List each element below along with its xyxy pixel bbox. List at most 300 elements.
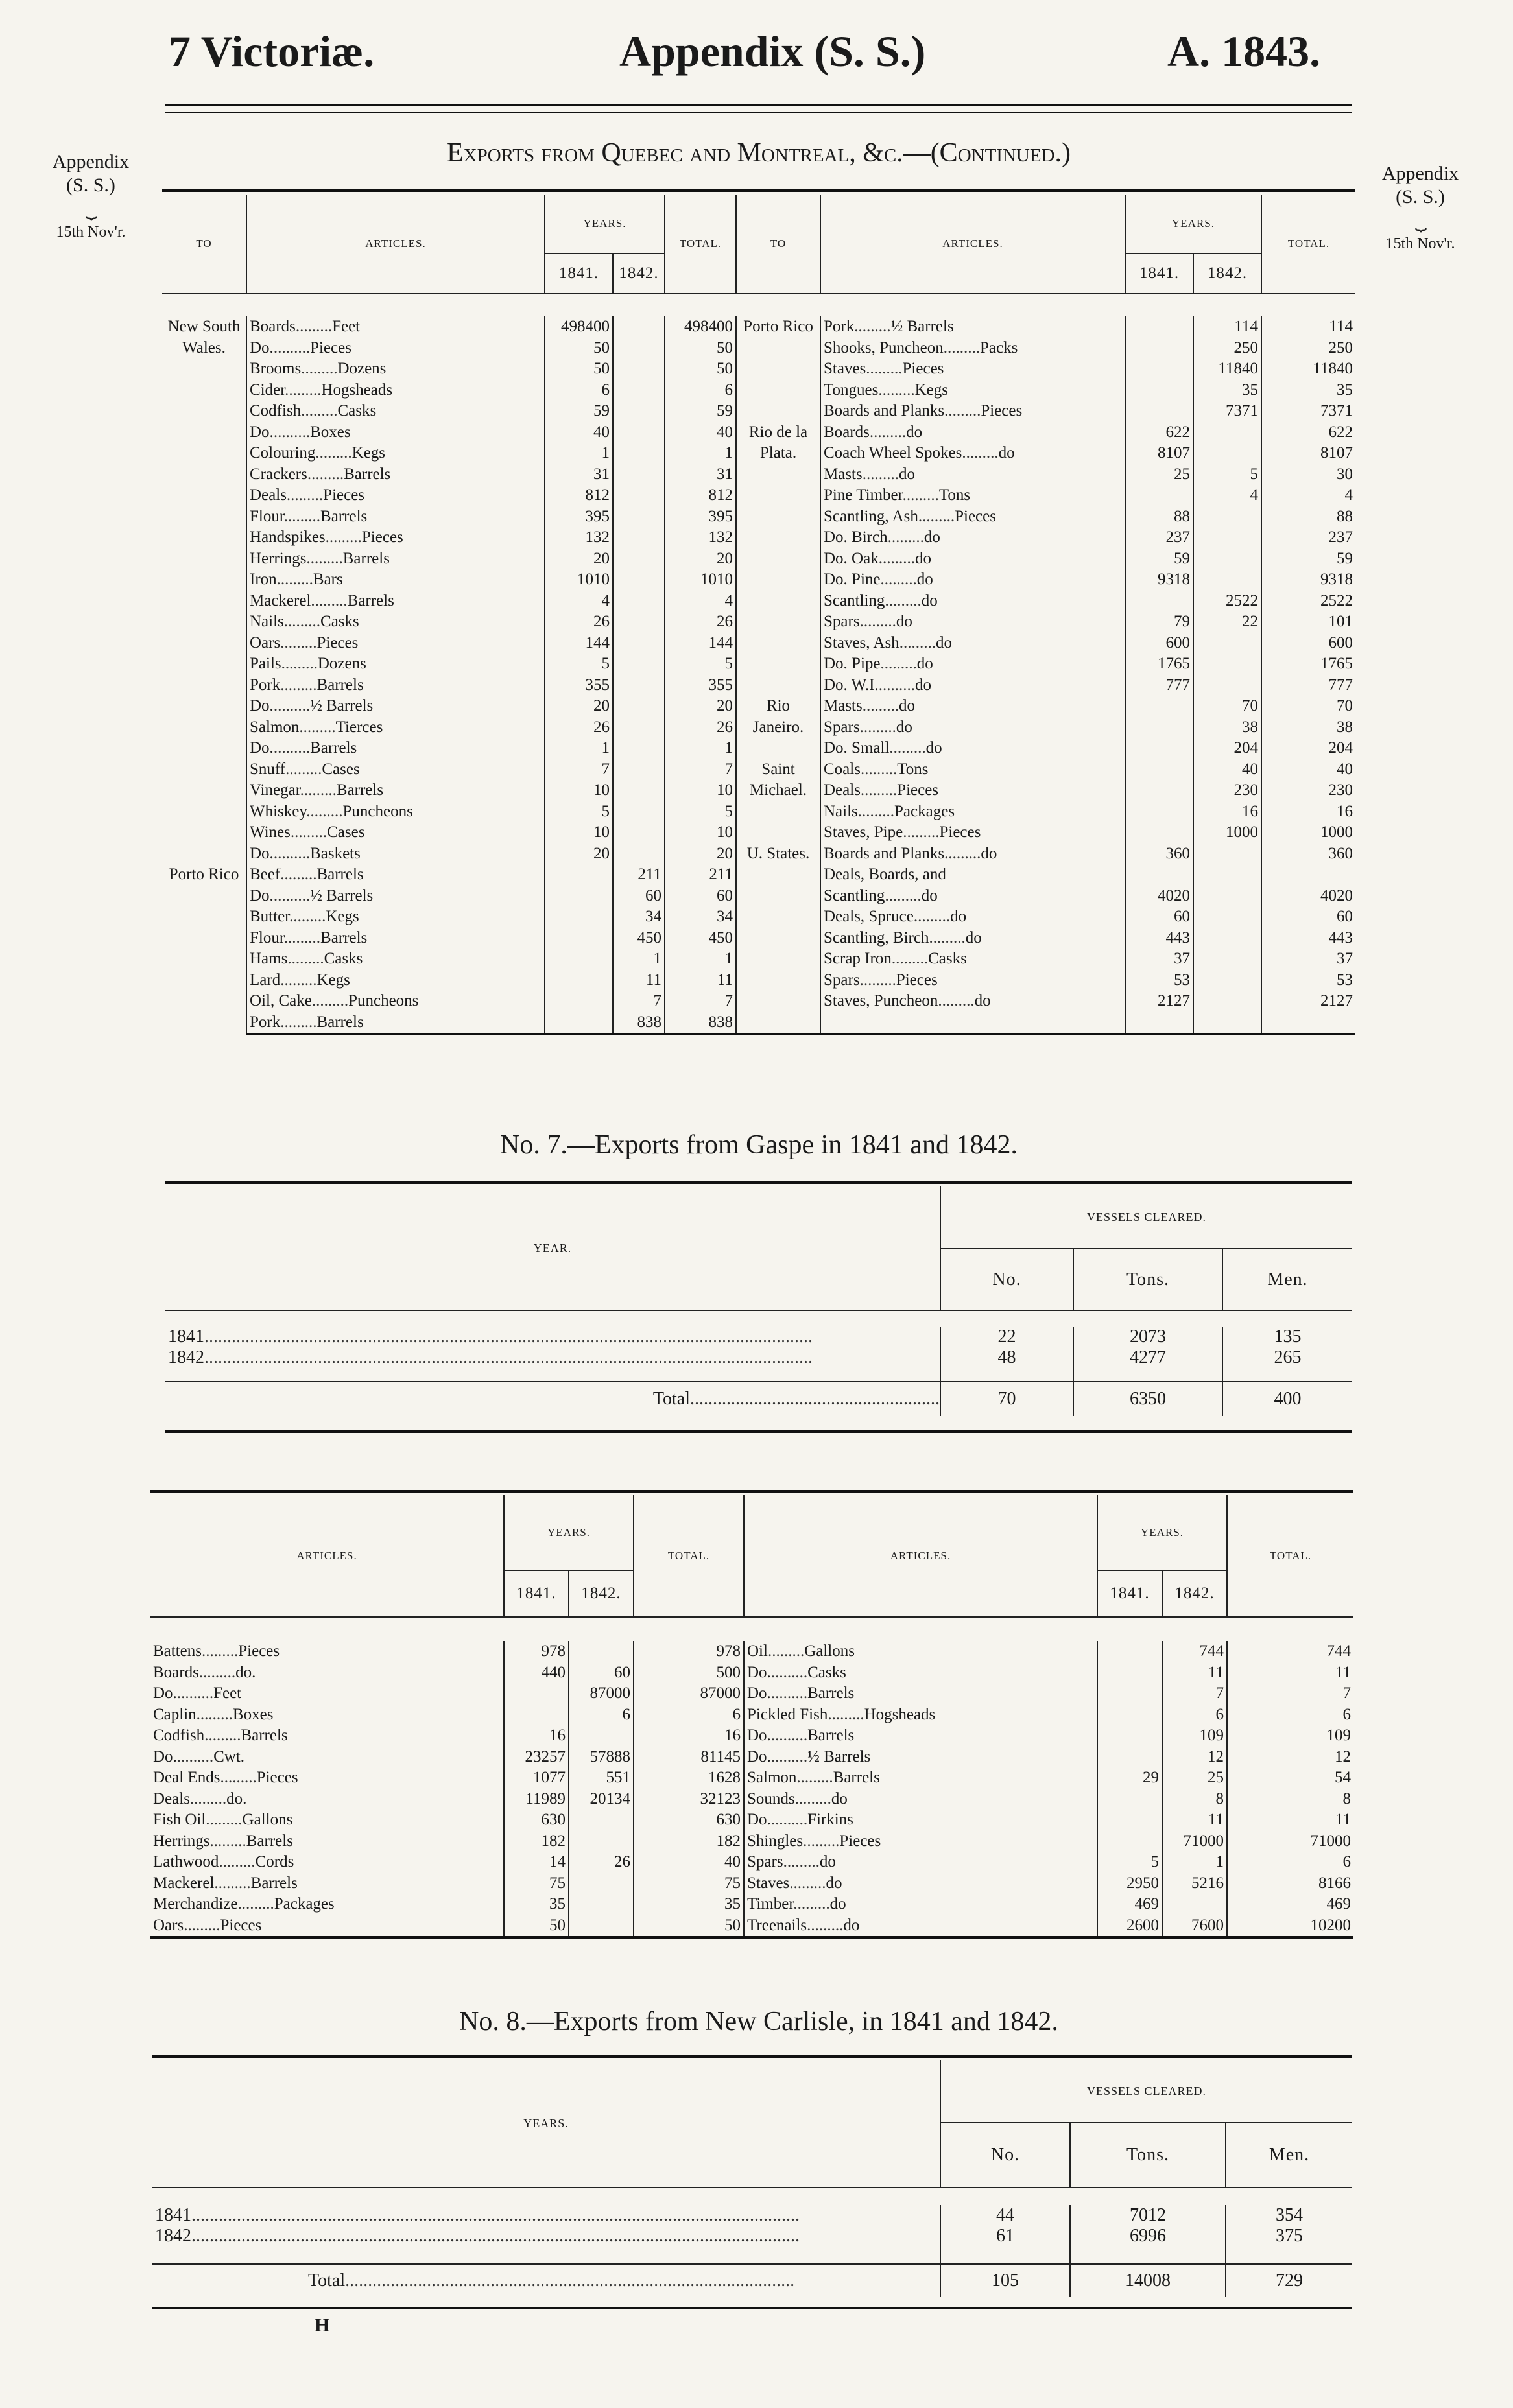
article-name: Deal Ends <box>153 1769 220 1786</box>
article-name: Do. Birch <box>824 528 888 546</box>
qm-left-total: 5 <box>665 654 736 675</box>
qm-right-article <box>820 527 1125 549</box>
leader-dots: ......... <box>859 971 896 989</box>
table-row <box>152 2226 1352 2247</box>
article-name: Mackerel <box>250 591 311 609</box>
article-name: Beef <box>250 866 281 883</box>
qm-left-1841: 498400 <box>545 316 613 338</box>
qm-right-1841 <box>1125 801 1193 823</box>
article-name: Boards <box>824 423 870 441</box>
qm-right-1842: 7371 <box>1193 401 1261 422</box>
article-unit: Cases <box>322 760 360 778</box>
qm-left-1841: 5 <box>545 801 613 823</box>
article-unit: Barrels <box>316 676 364 694</box>
table-row <box>165 1327 1352 1347</box>
ga-left-1841: 11989 <box>504 1789 569 1810</box>
article-unit: Casks <box>928 950 967 967</box>
ga-right-1842: 12 <box>1162 1747 1227 1768</box>
article-name: Oil <box>747 1642 768 1660</box>
ga-right-1841 <box>1097 1705 1162 1726</box>
qm-left-article <box>246 780 545 801</box>
article-unit: Dozens <box>317 655 366 672</box>
qm-left-article <box>246 591 545 612</box>
leader-dots: ......... <box>857 802 895 820</box>
qm-right-total: 35 <box>1261 380 1355 401</box>
qm-right-1842: 114 <box>1193 316 1261 338</box>
ga-right-article <box>744 1915 1097 1938</box>
ga-left-article <box>150 1915 504 1938</box>
leader-dots: ......... <box>219 1853 256 1871</box>
ga-right-total: 11 <box>1227 1810 1353 1831</box>
qm-right-1842 <box>1193 422 1261 443</box>
qm-left-1842 <box>613 401 665 422</box>
qm-right-total: 8107 <box>1261 443 1355 464</box>
leader-dots: ......... <box>273 886 311 904</box>
article-unit: do <box>916 655 933 672</box>
ga-right-1841 <box>1097 1641 1162 1662</box>
ga-left-1841: 630 <box>504 1810 569 1831</box>
qm-right-1841 <box>1125 380 1193 401</box>
gaspe-total-label: Total....................................................... <box>652 1389 940 1409</box>
carlisle-no-1842: 61 <box>940 2226 1070 2247</box>
article-unit: do <box>829 1895 846 1913</box>
qm-left-total: 1 <box>665 738 736 759</box>
leader-dots: ......... <box>862 697 899 714</box>
qm-left-1842: 838 <box>613 1012 665 1035</box>
article-unit: Pieces <box>316 633 359 652</box>
article-unit: do <box>925 739 942 757</box>
gaspe-articles-top-rule <box>150 1490 1353 1493</box>
qm-right-article <box>820 886 1125 907</box>
article-name: Do. <box>250 844 274 862</box>
ga-col-1842-right: 1842. <box>1162 1570 1227 1617</box>
qm-right-1841: 1765 <box>1125 654 1193 675</box>
leader-dots: ......... <box>944 402 981 419</box>
qm-left-1841 <box>545 991 613 1012</box>
article-name: Do. Pipe <box>824 655 881 672</box>
qm-left-total: 498400 <box>665 316 736 338</box>
ga-right-article <box>744 1641 1097 1662</box>
ga-left-1842: 20134 <box>569 1789 634 1810</box>
qm-right-total: 70 <box>1261 696 1355 717</box>
article-name: Pork <box>250 1013 281 1031</box>
qm-right-total: 360 <box>1261 844 1355 865</box>
qm-right-total: 600 <box>1261 633 1355 654</box>
ga-left-1842: 60 <box>569 1662 634 1684</box>
leader-dots: ......... <box>859 718 896 736</box>
qm-left-article <box>246 949 545 970</box>
article-name: Do. <box>747 1727 771 1744</box>
qm-right-1841: 59 <box>1125 549 1193 570</box>
article-unit: Cases <box>327 823 365 841</box>
qm-left-article <box>246 401 545 422</box>
article-name: Salmon <box>747 1769 797 1786</box>
qm-right-article <box>820 611 1125 633</box>
article-name: Colouring <box>250 444 316 462</box>
qm-left-total: 60 <box>665 886 736 907</box>
article-name: Snuff <box>250 760 286 778</box>
ga-left-total: 500 <box>634 1662 744 1684</box>
ga-right-1842: 7600 <box>1162 1915 1227 1938</box>
article-name: Do. <box>747 1747 771 1765</box>
ga-left-total: 87000 <box>634 1683 744 1705</box>
ga-right-article <box>744 1831 1097 1852</box>
qm-left-1842: 11 <box>613 970 665 991</box>
table-row <box>150 1767 1353 1789</box>
article-name: Vinegar <box>250 781 300 799</box>
qm-right-1841 <box>1125 591 1193 612</box>
qm-left-1841: 50 <box>545 359 613 380</box>
article-unit: Puncheons <box>348 992 419 1009</box>
qm-right-1841: 88 <box>1125 506 1193 528</box>
qm-left-1841: 144 <box>545 633 613 654</box>
leader-dots: ......... <box>880 571 917 588</box>
ga-right-1841: 29 <box>1097 1767 1162 1789</box>
qm-col-years-right: YEARS. <box>1125 195 1261 254</box>
qm-right-article <box>820 316 1125 338</box>
article-unit: Pieces <box>896 971 938 989</box>
leader-dots: ......... <box>311 992 349 1009</box>
qm-right-1842 <box>1193 549 1261 570</box>
article-name: Deals, Boards, and <box>824 866 946 883</box>
qm-right-empty <box>1261 1012 1355 1035</box>
article-name: Salmon <box>250 718 300 736</box>
ga-right-article <box>744 1725 1097 1747</box>
qm-right-total: 2522 <box>1261 591 1355 612</box>
ga-left-total: 35 <box>634 1894 744 1915</box>
article-unit: Barrels <box>310 739 357 757</box>
qm-right-1842 <box>1193 527 1261 549</box>
ga-left-1842: 551 <box>569 1767 634 1789</box>
article-name: Shingles <box>747 1832 804 1850</box>
qm-left-1842 <box>613 527 665 549</box>
gaspe-total-tons: 6350 <box>1073 1382 1222 1416</box>
article-name: Codfish <box>250 402 302 419</box>
qm-left-1841 <box>545 949 613 970</box>
article-unit: Cords <box>255 1853 294 1871</box>
article-name: Deals <box>250 486 287 504</box>
ga-left-1842 <box>569 1915 634 1938</box>
qm-left-1841 <box>545 970 613 991</box>
qm-table <box>162 195 1355 1035</box>
ga-right-1841: 469 <box>1097 1894 1162 1915</box>
article-unit: do <box>898 465 915 483</box>
qm-left-1841: 132 <box>545 527 613 549</box>
qm-left-article <box>246 675 545 696</box>
header-rule <box>165 104 1352 106</box>
qm-left-1841: 395 <box>545 506 613 528</box>
article-unit: Bars <box>313 571 343 588</box>
qm-left-1841: 31 <box>545 464 613 486</box>
article-unit: Packages <box>894 802 955 820</box>
leader-dots: ......... <box>918 507 955 525</box>
qm-left-total: 40 <box>665 422 736 443</box>
carlisle-men-1841: 354 <box>1226 2205 1352 2226</box>
ga-right-1841: 2600 <box>1097 1915 1162 1938</box>
article-name: Butter <box>250 908 290 925</box>
qm-left-article <box>246 633 545 654</box>
qm-right-1842 <box>1193 991 1261 1012</box>
ga-left-1841 <box>504 1705 569 1726</box>
qm-right-1842: 35 <box>1193 380 1261 401</box>
ga-left-total: 182 <box>634 1831 744 1852</box>
article-name: Coals <box>824 760 861 778</box>
qm-col-1841: 1841. <box>545 254 613 294</box>
qm-right-1841: 8107 <box>1125 443 1193 464</box>
qm-left-1841: 10 <box>545 780 613 801</box>
carlisle-caption: No. 8.—Exports from New Carlisle, in 1841 and 1842. <box>459 2007 1058 2036</box>
article-unit: Firkins <box>807 1811 853 1828</box>
leader-dots: ......... <box>902 486 939 504</box>
qm-right-1841 <box>1125 401 1193 422</box>
qm-left-1841: 59 <box>545 401 613 422</box>
qm-right-article <box>820 717 1125 738</box>
qm-right-article <box>820 422 1125 443</box>
qm-right-total: 16 <box>1261 801 1355 823</box>
qm-left-total: 144 <box>665 633 736 654</box>
carlisle-total-no: 105 <box>940 2264 1070 2297</box>
ga-left-1841: 14 <box>504 1852 569 1873</box>
qm-right-1841: 60 <box>1125 906 1193 928</box>
qm-left-1842 <box>613 506 665 528</box>
article-name: Flour <box>250 928 284 947</box>
article-name: Deals <box>153 1789 190 1808</box>
article-unit: Tierces <box>335 718 383 736</box>
article-name: Pork <box>250 676 281 694</box>
article-unit: Pieces <box>323 486 365 504</box>
ga-left-1842 <box>569 1831 634 1852</box>
qm-right-article <box>820 949 1125 970</box>
article-name: Battens <box>153 1642 202 1660</box>
leader-dots: ......... <box>280 633 317 652</box>
article-unit: Feet <box>332 318 361 335</box>
qm-right-total: 204 <box>1261 738 1355 759</box>
gaspe-year-1842: 1842...................................................................................................................................... <box>168 1347 813 1367</box>
article-name: Do. <box>250 423 274 441</box>
table-row <box>162 759 1355 781</box>
table-row <box>150 1747 1353 1768</box>
article-unit: Barrels <box>316 1013 364 1031</box>
article-unit: do <box>914 549 931 567</box>
qm-right-1841 <box>1125 359 1193 380</box>
qm-right-1842: 230 <box>1193 780 1261 801</box>
qm-right-article <box>820 338 1125 359</box>
ga-left-article <box>150 1705 504 1726</box>
qm-left-1841 <box>545 886 613 907</box>
table-row <box>165 1347 1352 1368</box>
ga-right-total: 744 <box>1227 1641 1353 1662</box>
qm-right-total: 60 <box>1261 906 1355 928</box>
article-name: Scantling, Ash <box>824 507 918 525</box>
gaspe-no-1841: 22 <box>940 1327 1073 1347</box>
article-unit: do <box>831 1789 848 1808</box>
article-name: Crackers <box>250 465 307 483</box>
qm-right-1841: 9318 <box>1125 569 1193 591</box>
leader-dots: ......... <box>783 1853 820 1871</box>
ga-left-1842: 57888 <box>569 1747 634 1768</box>
qm-right-total: 59 <box>1261 549 1355 570</box>
qm-right-total: 622 <box>1261 422 1355 443</box>
ga-left-article <box>150 1873 504 1895</box>
qm-right-place: Saint Michael. <box>736 759 820 844</box>
carlisle-total-men: 729 <box>1226 2264 1352 2297</box>
ga-right-total: 109 <box>1227 1725 1353 1747</box>
article-unit: Pieces <box>220 1916 262 1934</box>
article-name: Spars <box>824 718 860 736</box>
qm-left-1842 <box>613 717 665 738</box>
qm-right-total: 30 <box>1261 464 1355 486</box>
ga-left-total: 32123 <box>634 1789 744 1810</box>
article-name: Spars <box>824 613 860 630</box>
article-unit: do <box>896 718 912 736</box>
ga-left-total: 40 <box>634 1852 744 1873</box>
qm-left-article <box>246 549 545 570</box>
qm-right-1842 <box>1193 864 1261 886</box>
article-unit: Barrels <box>250 1874 298 1892</box>
leader-dots: ......... <box>273 697 311 714</box>
qm-right-article <box>820 696 1125 717</box>
qm-right-total: 2127 <box>1261 991 1355 1012</box>
qm-left-1841 <box>545 864 613 886</box>
ga-left-1841: 75 <box>504 1873 569 1895</box>
qm-left-1842 <box>613 549 665 570</box>
leader-dots: ......... <box>273 739 311 757</box>
article-unit: Barrels <box>344 465 391 483</box>
carlisle-year-1842: 1842...................................................................................................................................... <box>155 2226 800 2246</box>
article-unit: do <box>950 908 967 925</box>
qm-right-article <box>820 906 1125 928</box>
ga-right-1842 <box>1162 1894 1227 1915</box>
article-name: Pork <box>824 318 855 335</box>
article-unit: do <box>826 1874 842 1892</box>
leader-dots: ......... <box>311 591 348 609</box>
leader-dots: ......... <box>878 381 915 399</box>
qm-left-1841: 5 <box>545 654 613 675</box>
ga-right-total: 10200 <box>1227 1915 1353 1938</box>
leader-dots: ......... <box>280 1013 317 1031</box>
qm-left-article <box>246 864 545 886</box>
qm-left-1842 <box>613 654 665 675</box>
leader-dots: ......... <box>807 1916 844 1934</box>
ga-right-1842: 1 <box>1162 1852 1227 1873</box>
article-name: Shooks, Puncheon <box>824 338 944 357</box>
article-unit: Hogsheads <box>321 381 393 399</box>
gaspe-no-1842: 48 <box>940 1347 1073 1368</box>
leader-dots: ......... <box>273 844 311 862</box>
qm-left-article <box>246 886 545 907</box>
leader-dots: ......... <box>878 549 915 567</box>
ga-right-1841 <box>1097 1747 1162 1768</box>
qm-col-total-right: TOTAL. <box>1261 195 1355 294</box>
qm-left-1841: 4 <box>545 591 613 612</box>
leader-dots: ......... <box>189 1789 227 1808</box>
article-name: Spars <box>824 971 860 989</box>
qm-right-1842: 40 <box>1193 759 1261 781</box>
ga-right-total: 6 <box>1227 1852 1353 1873</box>
article-name: Mackerel <box>153 1874 215 1892</box>
leader-dots: ......... <box>929 928 966 947</box>
header-left: 7 Victoriæ. <box>169 27 375 76</box>
article-unit: Barrels <box>316 866 364 883</box>
ga-left-total: 6 <box>634 1705 744 1726</box>
article-unit: do. <box>226 1789 247 1808</box>
ga-col-total: TOTAL. <box>634 1495 744 1617</box>
leader-dots: ......... <box>273 338 311 357</box>
ga-left-article <box>150 1810 504 1831</box>
table-row <box>150 1662 1353 1684</box>
article-unit: Hogsheads <box>864 1705 936 1723</box>
ga-right-1842: 109 <box>1162 1725 1227 1747</box>
qm-left-1841: 1 <box>545 443 613 464</box>
ga-left-1842 <box>569 1641 634 1662</box>
qm-left-total: 812 <box>665 485 736 506</box>
leader-dots: ......... <box>184 1916 220 1934</box>
leader-dots: ......... <box>299 718 336 736</box>
gaspe-col-no: No. <box>940 1249 1073 1310</box>
article-name: Fish Oil <box>153 1811 206 1828</box>
article-unit: Kegs <box>316 971 350 989</box>
qm-left-total: 50 <box>665 338 736 359</box>
article-unit: Barrels <box>342 549 390 567</box>
leader-dots: ......... <box>214 1874 251 1892</box>
qm-left-total: 838 <box>665 1012 736 1035</box>
qm-right-total: 37 <box>1261 949 1355 970</box>
article-name: Codfish <box>153 1727 205 1744</box>
qm-right-1841 <box>1125 696 1193 717</box>
qm-col-articles: ARTICLES. <box>246 195 545 294</box>
qm-left-total: 1 <box>665 949 736 970</box>
article-name: Iron <box>250 571 277 588</box>
qm-left-1842: 1 <box>613 949 665 970</box>
leader-dots: ......... <box>286 486 324 504</box>
article-name: Do. <box>250 886 274 904</box>
ga-left-1841: 978 <box>504 1641 569 1662</box>
leader-dots: ......... <box>889 739 926 757</box>
qm-right-1841: 79 <box>1125 611 1193 633</box>
qm-left-total: 20 <box>665 696 736 717</box>
ga-right-1841 <box>1097 1831 1162 1852</box>
qm-right-article <box>820 822 1125 844</box>
table-row <box>150 1873 1353 1895</box>
ga-left-1842 <box>569 1810 634 1831</box>
qm-right-1842 <box>1193 970 1261 991</box>
leader-dots: ......... <box>899 633 936 652</box>
article-name: Oars <box>250 633 281 652</box>
qm-left-total: 26 <box>665 611 736 633</box>
article-unit: Dozens <box>337 360 387 377</box>
leader-dots: ......... <box>325 528 362 546</box>
leader-dots: ......... <box>307 465 344 483</box>
leader-dots: ......... <box>770 1747 808 1765</box>
qm-left-1842 <box>613 338 665 359</box>
article-unit: Casks <box>324 950 363 967</box>
article-name: Lard <box>250 971 281 989</box>
qm-left-1841: 20 <box>545 549 613 570</box>
margin-note-right: Appendix (S. S.) ⏟ 15th Nov'r. <box>1381 163 1459 252</box>
qm-left-article <box>246 906 545 928</box>
gaspe-tons-1842: 4277 <box>1073 1347 1222 1368</box>
ga-left-article <box>150 1831 504 1852</box>
qm-right-total: 7371 <box>1261 401 1355 422</box>
qm-right-1842: 5 <box>1193 464 1261 486</box>
article-unit: Kegs <box>326 908 359 925</box>
qm-left-1842 <box>613 633 665 654</box>
ga-left-total: 1628 <box>634 1767 744 1789</box>
qm-right-article <box>820 633 1125 654</box>
qm-left-1841 <box>545 928 613 949</box>
leader-dots: ......... <box>794 1789 831 1808</box>
article-unit: Pieces <box>256 1769 298 1786</box>
